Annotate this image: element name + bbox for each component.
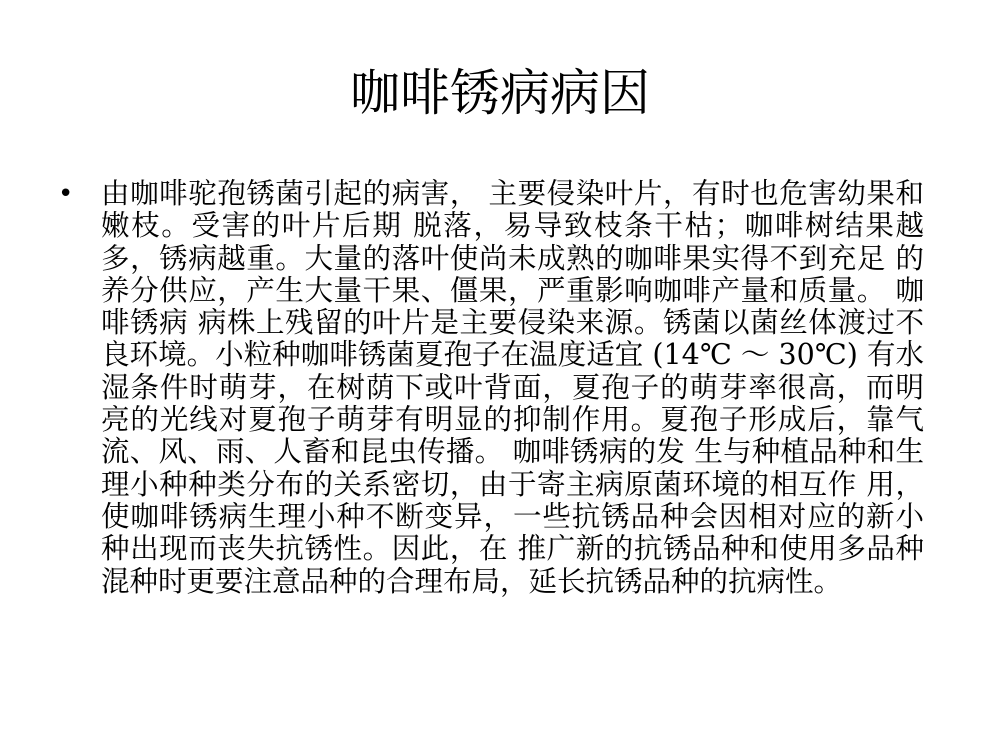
bullet-marker: •	[58, 179, 74, 209]
bullet-list	[54, 178, 924, 598]
slide-title: 咖啡锈病病因	[350, 64, 650, 122]
bullet-text: 由咖啡驼孢锈菌引起的病害， 主要侵染叶片，有时也危害幼果和嫩枝。受害的叶片后期 脱落，易导致枝条干枯；咖啡树结果越多，锈病越重。大量的落叶使尚未成熟的咖啡果实得不到充足 的养分供应，产生大量干果、僵果，严重影响咖啡产量和质量。 咖啡锈病 病株上残留的叶片是主要侵染来源。锈菌以菌丝体渡过不良环境。小粒种咖啡锈菌夏孢子在温度适宜 (14℃ ～ 30℃) 有水湿条件时萌芽，在树荫下或叶背面，夏孢子的萌芽率很高，而明亮的光线对夏孢子萌芽有明显的抑制作用。夏孢子形成后，靠气流、风、雨、人畜和昆虫传播。 咖啡锈病的发 生与种植品种和生理小种种类分布的关系密切，由于寄主病原菌环境的相互作 用，使咖啡锈病生理小种不断变异，一些抗锈品种会因相对应的新小种出现而丧失抗锈性。因此，在 推广新的抗锈品种和使用多品种混种时更要注意品种的合理布局，延长抗锈品种的抗病性。	[101, 177, 924, 598]
bullet-item	[54, 178, 924, 598]
